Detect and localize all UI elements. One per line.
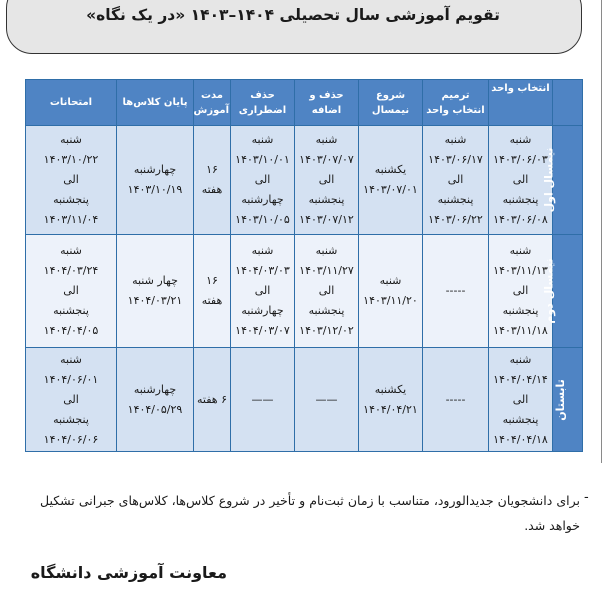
table-cell bbox=[117, 348, 194, 452]
column-header: پایان کلاس‌ها bbox=[117, 80, 194, 126]
cell-line: ۱۴۰۳/۰۶/۰۸ bbox=[493, 213, 548, 226]
cell-line: —— bbox=[251, 392, 274, 406]
cell-line: پنجشنبه bbox=[502, 193, 539, 206]
corner-header-cell bbox=[553, 80, 583, 126]
cell-line: پنجشنبه bbox=[53, 304, 89, 317]
cell-line: ۱۴۰۳/۰۶/۰۳ bbox=[493, 153, 548, 166]
cell-line: یکشنبه bbox=[374, 163, 407, 176]
cell-line: چهارشنبه bbox=[241, 193, 284, 206]
table-cell bbox=[295, 235, 359, 348]
cell-line: پنجشنبه bbox=[53, 193, 89, 206]
cell-line: ۱۴۰۴/۰۳/۰۷ bbox=[235, 324, 290, 337]
semester-label-text: نیمسال دوم bbox=[542, 258, 556, 324]
page-title: تقویم آموزشی سال تحصیلی ۱۴۰۴–۱۴۰۳ «در یک نگاه» bbox=[86, 6, 500, 24]
cell-line: الی bbox=[512, 284, 529, 297]
column-header: حذف و اضافه bbox=[295, 80, 359, 126]
table-cell bbox=[117, 126, 194, 235]
cell-line: ۱۴۰۳/۱۰/۰۵ bbox=[235, 213, 290, 226]
semester-label bbox=[542, 235, 583, 348]
cell-line: الی bbox=[63, 284, 79, 297]
table-row bbox=[26, 348, 583, 452]
cell-line: پنجشنبه bbox=[437, 193, 474, 206]
cell-line: ----- bbox=[445, 284, 466, 297]
signature-office: معاونت آموزشی دانشگاه bbox=[30, 563, 227, 582]
cell-line: ۱۴۰۴/۰۴/۱۸ bbox=[493, 432, 548, 446]
column-header: حذف اضطراری bbox=[231, 80, 295, 126]
table-cell bbox=[231, 348, 295, 452]
table-cell bbox=[26, 348, 117, 452]
cell-line: چهار شنبه bbox=[132, 274, 178, 287]
cell-line: پنجشنبه bbox=[502, 412, 539, 426]
cell-line: ۱۶ bbox=[206, 274, 218, 287]
cell-line: ۱۴۰۳/۱۲/۰۲ bbox=[299, 324, 354, 337]
cell-line: الی bbox=[318, 173, 335, 186]
cell-line: الی bbox=[512, 392, 529, 406]
cell-line: ۱۴۰۳/۰۷/۰۷ bbox=[299, 153, 354, 166]
cell-line: الی bbox=[63, 392, 79, 406]
cell-line: ۱۴۰۳/۰۷/۰۱ bbox=[363, 183, 418, 196]
cell-line: ۱۴۰۳/۰۷/۱۲ bbox=[299, 213, 354, 226]
cell-line: شنبه bbox=[444, 133, 467, 146]
table-cell bbox=[194, 235, 231, 348]
table-cell bbox=[295, 348, 359, 452]
column-header: امتحانات bbox=[26, 80, 117, 126]
cell-line: ۱۴۰۳/۱۰/۱۹ bbox=[127, 183, 183, 196]
cell-line: پنجشنبه bbox=[308, 193, 345, 206]
cell-line: چهارشنبه bbox=[133, 382, 177, 396]
cell-line: شنبه bbox=[509, 133, 532, 146]
compensatory-classes-note: برای دانشجویان جدیدالورود، متناسب با زمان ثبت‌نام و تأخیر در شروع کلاس‌ها، کلاس‌های جبرانی تشکیل خواهد شد. bbox=[40, 493, 580, 533]
column-header: مدت آموزش bbox=[194, 80, 231, 126]
table-cell bbox=[26, 126, 117, 235]
cell-line: ۱۴۰۳/۱۱/۲۷ bbox=[299, 264, 354, 277]
cell-line: شنبه bbox=[60, 133, 82, 146]
table-cell bbox=[359, 126, 423, 235]
cell-line: ۱۴۰۴/۰۶/۰۶ bbox=[43, 432, 99, 446]
table-cell bbox=[423, 235, 489, 348]
column-header: شروع نیمسال bbox=[359, 80, 423, 126]
table-cell bbox=[194, 348, 231, 452]
cell-line: پنجشنبه bbox=[308, 304, 345, 317]
cell-line: الی bbox=[254, 284, 271, 297]
cell-line: ۱۴۰۴/۰۶/۰۱ bbox=[43, 372, 99, 386]
cell-line: الی bbox=[318, 284, 335, 297]
table-row bbox=[26, 126, 583, 235]
note-bullet: - bbox=[584, 490, 589, 505]
cell-line: پنجشنبه bbox=[53, 412, 89, 426]
semester-label bbox=[542, 126, 583, 235]
cell-line: ۱۴۰۴/۰۳/۲۱ bbox=[127, 294, 183, 307]
cell-line: ۱۴۰۳/۰۶/۱۷ bbox=[428, 153, 483, 166]
cell-line: شنبه bbox=[315, 133, 338, 146]
cell-line: الی bbox=[447, 173, 464, 186]
table-cell bbox=[26, 235, 117, 348]
semester-label bbox=[553, 348, 583, 452]
table-cell bbox=[117, 235, 194, 348]
table-row bbox=[26, 235, 583, 348]
cell-line: ۱۴۰۳/۱۱/۱۸ bbox=[493, 324, 548, 337]
table-cell bbox=[423, 348, 489, 452]
table-cell bbox=[295, 126, 359, 235]
table-cell bbox=[194, 126, 231, 235]
cell-line: شنبه bbox=[315, 244, 338, 257]
cell-line: —— bbox=[315, 392, 338, 406]
cell-line: یکشنبه bbox=[374, 382, 407, 396]
cell-line: شنبه bbox=[60, 352, 82, 366]
cell-line: شنبه bbox=[509, 352, 532, 366]
cell-line: شنبه bbox=[60, 244, 82, 257]
table-cell bbox=[423, 126, 489, 235]
cell-line: ۱۴۰۴/۰۳/۲۴ bbox=[43, 264, 99, 277]
cell-line: ۱۴۰۳/۱۰/۲۲ bbox=[43, 153, 99, 166]
cell-line: ۱۴۰۴/۰۵/۲۹ bbox=[127, 402, 183, 416]
cell-line: ۶ هفته bbox=[196, 392, 227, 406]
page-border-line bbox=[601, 0, 602, 463]
semester-label-text: تابستان bbox=[554, 378, 568, 421]
cell-line: ۱۴۰۳/۰۶/۲۲ bbox=[428, 213, 483, 226]
cell-line: ۱۴۰۴/۰۴/۱۴ bbox=[493, 372, 548, 386]
cell-line: هفته bbox=[201, 294, 223, 307]
table-cell bbox=[359, 348, 423, 452]
cell-line: ۱۴۰۳/۱۰/۰۱ bbox=[235, 153, 290, 166]
cell-line: شنبه bbox=[251, 244, 274, 257]
cell-line: ۱۴۰۳/۱۱/۲۰ bbox=[363, 294, 418, 307]
cell-line: شنبه bbox=[509, 244, 532, 257]
column-header: انتخاب واحد bbox=[489, 80, 553, 126]
cell-line: ----- bbox=[445, 392, 466, 406]
cell-line: ۱۴۰۴/۰۴/۰۵ bbox=[43, 324, 99, 337]
table-cell bbox=[231, 235, 295, 348]
cell-line: شنبه bbox=[379, 274, 402, 287]
cell-line: ۱۴۰۴/۰۴/۲۱ bbox=[363, 402, 418, 416]
cell-line: الی bbox=[512, 173, 529, 186]
cell-line: پنجشنبه bbox=[502, 304, 539, 317]
cell-line: هفته bbox=[201, 183, 223, 196]
cell-line: الی bbox=[254, 173, 271, 186]
column-header: ترمیم انتخاب واحد bbox=[423, 80, 489, 126]
table-cell bbox=[359, 235, 423, 348]
cell-line: شنبه bbox=[251, 133, 274, 146]
academic-calendar-table bbox=[25, 79, 583, 452]
semester-label-text: نیمسال اول bbox=[542, 147, 556, 213]
table-cell bbox=[231, 126, 295, 235]
cell-line: ۱۴۰۳/۱۱/۱۳ bbox=[493, 264, 548, 277]
cell-line: چهارشنبه bbox=[241, 304, 284, 317]
cell-line: الی bbox=[63, 173, 79, 186]
cell-line: ۱۶ bbox=[206, 163, 218, 176]
cell-line: ۱۴۰۳/۱۱/۰۴ bbox=[43, 213, 99, 226]
cell-line: چهارشنبه bbox=[133, 163, 177, 176]
cell-line: ۱۴۰۴/۰۳/۰۳ bbox=[235, 264, 290, 277]
